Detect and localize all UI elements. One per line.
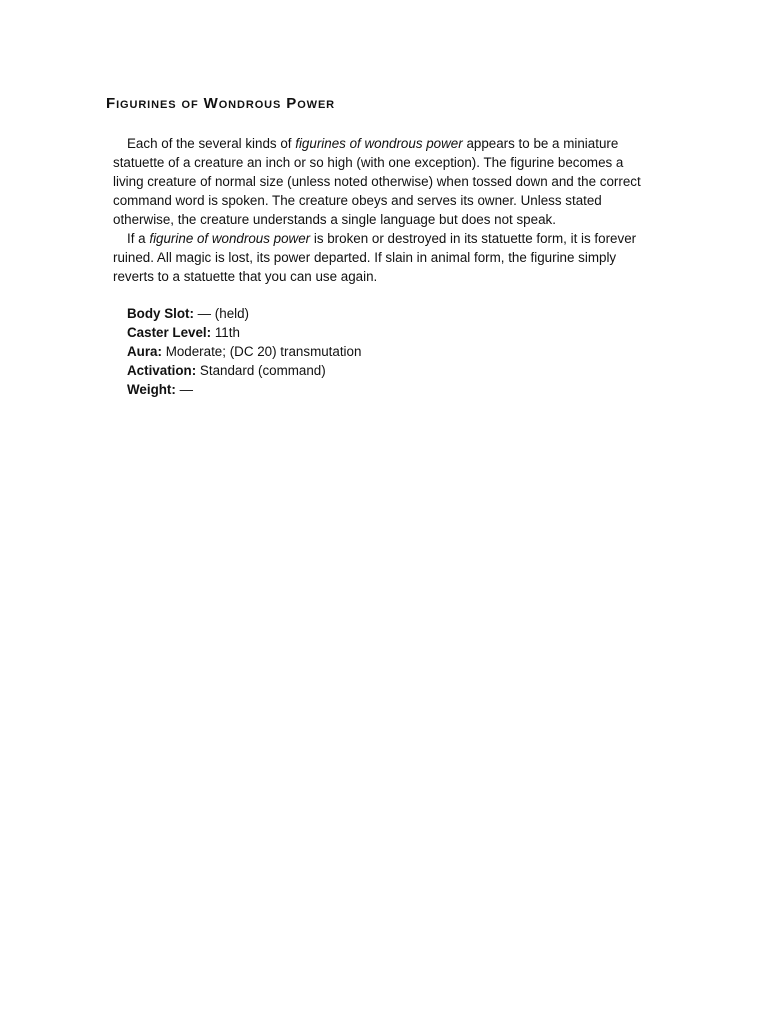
- paragraph-text: If a: [127, 231, 150, 246]
- stat-value: Standard (command): [196, 363, 326, 378]
- item-stats-block: [127, 304, 361, 399]
- stat-value: 11th: [211, 325, 240, 340]
- stat-value: — (held): [193, 306, 250, 321]
- stat-value: Moderate; (DC 20) transmutation: [161, 344, 362, 359]
- paragraph-text: is broken or destroyed in its statuette form, it is forever ruined. All magic is lost, its power departed. If slain in animal form, the figurine simply reverts to a statuette that you can use again.: [113, 231, 637, 284]
- paragraph-text: Each of the several kinds of: [127, 136, 296, 151]
- stat-body-slot: [127, 304, 361, 323]
- stat-caster-level: [127, 323, 361, 342]
- stat-label: Body Slot:: [127, 306, 194, 321]
- stat-label: Caster Level:: [127, 325, 212, 340]
- description-paragraph: [113, 134, 653, 229]
- item-description: [113, 134, 653, 286]
- description-paragraph: [113, 229, 653, 286]
- stat-aura: [127, 342, 361, 361]
- item-title: Figurines of Wondrous Power: [106, 95, 336, 112]
- stat-activation: [127, 361, 361, 380]
- stat-value: —: [175, 382, 193, 397]
- paragraph-text: appears to be a miniature statuette of a creature an inch or so high (with one exception). The figurine becomes a living creature of normal size (unless noted otherwise) when tossed down and the correct command word is spoken. The creature obeys and serves its owner. Unless stated otherwise, the creature understands a single language but does not speak.: [113, 136, 641, 227]
- item-name-italic: figurine of wondrous power: [149, 231, 311, 246]
- item-name-italic: figurines of wondrous power: [295, 136, 463, 151]
- stat-label: Aura:: [127, 344, 162, 359]
- stat-weight: [127, 380, 361, 399]
- stat-label: Activation:: [127, 363, 197, 378]
- stat-label: Weight:: [127, 382, 176, 397]
